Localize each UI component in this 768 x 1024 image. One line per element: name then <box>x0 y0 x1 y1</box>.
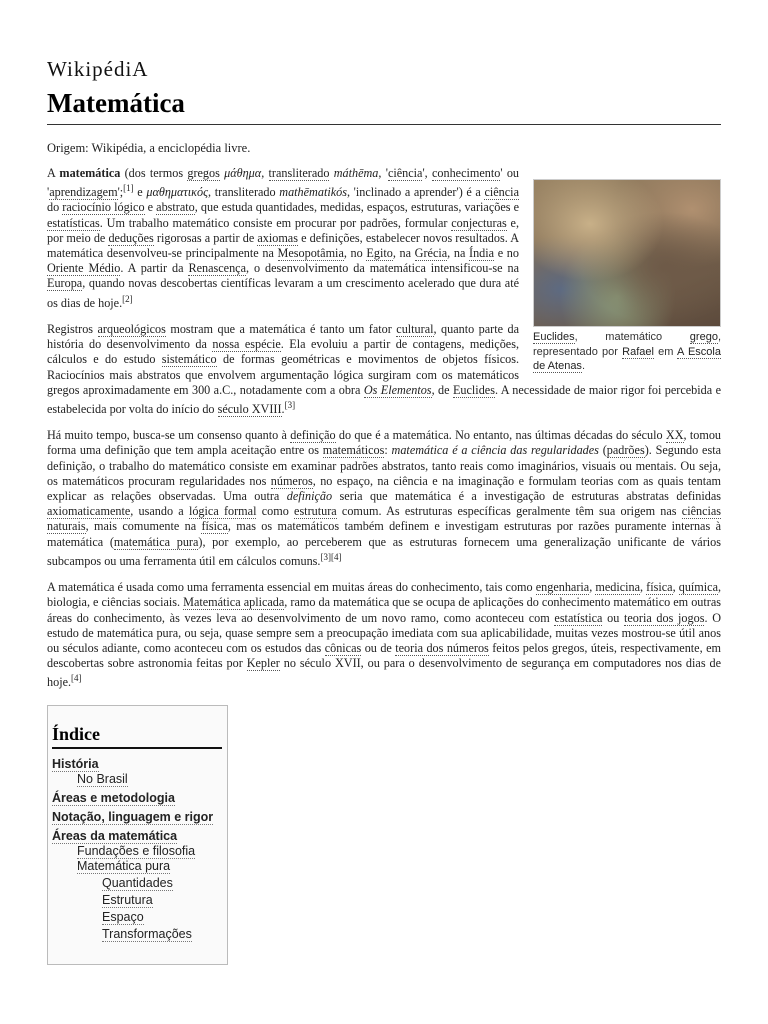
text-run: feitos pelos gregos, úteis, respectivamente, em descobertas sobre astronomia feitas por <box>47 640 721 671</box>
article-link[interactable]: Os Elementos <box>363 382 432 397</box>
article-link[interactable]: matemática pura <box>113 534 199 549</box>
text-run: mostram que a matemática é tanto um fator <box>165 321 397 336</box>
article-link[interactable]: estatísticas <box>47 215 100 230</box>
caption-text: , matemático <box>574 331 690 343</box>
toc-item[interactable] <box>52 791 222 806</box>
text-run: . <box>281 402 285 417</box>
text-run: '; <box>117 185 124 200</box>
text-run: Há muito tempo, busca-se um consenso quanto à <box>47 428 291 443</box>
article-link[interactable]: matemáticos <box>322 443 385 458</box>
text-run: μαθηματικός <box>146 185 209 200</box>
caption-link[interactable]: grego <box>689 331 718 343</box>
text-run: , na <box>392 246 415 261</box>
text-run: e <box>144 200 157 215</box>
wikipedia-logo[interactable]: WikipédiA <box>47 57 149 81</box>
text-run: ), por exemplo, ao perceberem que as estruturas fornecem uma generalização unificante de vários subcampos ou uma ferramenta útil em cálculos comuns. <box>47 534 721 568</box>
article-link[interactable]: definição <box>290 428 336 443</box>
article-link[interactable]: conhecimento <box>431 166 501 180</box>
text-run: A matemática é usada como uma ferramenta essencial em muitas áreas do conhecimento, tais como <box>47 580 536 595</box>
text-run: máthēma <box>333 166 379 180</box>
paragraph <box>47 580 721 690</box>
article-link[interactable]: ciência <box>484 185 519 200</box>
text-run: , no espaço, na ciência e na imaginação e formulam teorias com as quais tentam explicar as relações observadas. Uma outra <box>47 473 722 504</box>
toc-item[interactable] <box>52 927 222 942</box>
toc-item[interactable] <box>52 810 222 825</box>
text-run: , mas os matemáticos também definem e investigam estruturas por razões puramente internas à matemática ( <box>47 519 721 549</box>
citation-link[interactable]: [3] <box>284 399 296 410</box>
article-link[interactable]: química <box>678 580 718 595</box>
article-link[interactable]: conjecturas <box>451 215 507 230</box>
text-run: , usando a <box>130 504 189 519</box>
text-run: , 'inclinado a aprender') é a <box>346 185 485 200</box>
article-link[interactable]: padrões <box>606 443 645 458</box>
euclid-painting-image[interactable] <box>533 179 721 327</box>
article-link[interactable]: século XVIII <box>217 402 282 417</box>
caption-text: . <box>581 360 585 372</box>
toc-item[interactable] <box>52 772 222 787</box>
article-link[interactable]: ciências naturais <box>47 504 722 534</box>
caption-text: , <box>717 331 721 343</box>
text-run: , transliterado <box>208 185 280 200</box>
toc-item-label: Áreas e metodologia <box>52 791 175 805</box>
article-link[interactable]: transliterado <box>268 166 330 180</box>
text-run: e definições, estabelecer novos resultados. A matemática desenvolveu-se principalmente na <box>47 230 519 261</box>
text-run: , ' <box>378 166 388 180</box>
toc-item[interactable] <box>52 859 222 874</box>
toc-item[interactable] <box>52 893 222 908</box>
text-run: matemática <box>59 166 121 180</box>
text-run: A <box>47 166 60 180</box>
text-run: , no <box>343 246 367 261</box>
toc-item-label: Matemática pura <box>77 859 171 873</box>
text-run: de formas geométricas e movimentos de objetos físicos. Raciocínios mais abstratos que envolvem argumentação lógica surgiram com os matemáticos gregos aproximadamente em 300 a.C., notadamente com a obra <box>47 352 519 397</box>
text-run: , <box>261 166 269 180</box>
article-link[interactable]: Europa <box>47 276 83 291</box>
text-run: ', <box>422 166 432 180</box>
article-body <box>47 166 721 702</box>
text-run: , <box>589 580 596 595</box>
article-link[interactable]: ciência <box>387 166 423 180</box>
article-link[interactable]: aprendizagem <box>49 185 118 200</box>
article-link[interactable]: física <box>201 519 228 534</box>
article-link[interactable]: Matemática aplicada <box>183 595 285 610</box>
article-link[interactable]: teoria dos jogos <box>624 610 705 625</box>
text-run: rigorosas a partir de <box>153 230 258 245</box>
article-link[interactable]: arqueológicos <box>97 321 166 336</box>
toc-item[interactable] <box>52 876 222 891</box>
caption-link[interactable]: Euclides <box>533 331 575 343</box>
article-link[interactable]: Renascença <box>188 261 247 276</box>
article-link[interactable]: Egito <box>366 246 393 261</box>
toc-item-label: Fundações e filosofia <box>77 844 196 858</box>
origin-line: Origem: Wikipédia, a enciclopédia livre. <box>47 141 251 155</box>
text-run: seria que matemática é a investigação de estruturas abstratas definidas <box>332 489 722 504</box>
article-link[interactable]: cônicas <box>324 640 362 655</box>
citation-link[interactable]: [3][4] <box>320 551 342 562</box>
text-run: μάθημα <box>224 166 262 180</box>
caption-link[interactable]: Rafael <box>622 345 654 358</box>
citation-link[interactable]: [1] <box>123 183 134 194</box>
toc-item[interactable] <box>52 844 222 859</box>
article-link[interactable]: Kepler <box>246 656 280 671</box>
article-link[interactable]: números <box>270 473 313 488</box>
text-run: . Um trabalho matemático consiste em procurar por padrões, formular <box>99 215 452 230</box>
toc-item-label: No Brasil <box>77 772 128 786</box>
article-link[interactable]: lógica formal <box>188 504 257 519</box>
article-link[interactable]: Grécia <box>414 246 448 261</box>
text-run: . A partir da <box>120 261 189 276</box>
toc-item-label: História <box>52 757 99 771</box>
article-link[interactable]: teoria dos números <box>395 640 489 655</box>
text-run: ( <box>598 443 607 458</box>
article-figure <box>533 179 721 374</box>
text-run: . Ela evoluiu a partir de contagens, medições, cálculos e do estudo <box>47 337 519 367</box>
article-link[interactable]: Mesopotâmia <box>277 246 344 261</box>
article-link[interactable]: nossa espécie <box>212 337 281 352</box>
text-run: , tomou forma uma definição que tem ampla aceitação entre os <box>47 428 722 458</box>
article-link[interactable]: deduções <box>108 230 154 245</box>
text-run: , mais comumente na <box>85 519 202 534</box>
text-run: , <box>640 580 647 595</box>
toc-item-label: Áreas da matemática <box>52 829 178 843</box>
text-run: ou de <box>361 640 396 655</box>
article-link[interactable]: estrutura <box>294 504 337 519</box>
text-run: , o desenvolvimento da matemática intensificou-se na <box>246 261 519 276</box>
text-run: como <box>256 504 295 519</box>
toc-item-label: Notação, linguagem e rigor <box>52 810 214 824</box>
text-run: mathēmatikós <box>279 185 347 200</box>
toc-item[interactable] <box>52 757 222 772</box>
article-link[interactable]: gregos <box>187 166 220 180</box>
text-run: ' ou ' <box>47 166 520 200</box>
article-link[interactable]: sistemático <box>161 352 217 367</box>
article-link[interactable]: medicina <box>595 580 641 595</box>
text-run: e, por meio de <box>47 215 519 245</box>
text-run: do <box>47 200 63 215</box>
text-run: ). Segundo esta definição, o trabalho do matemático consiste em examinar padrões abstratos, tanto reais como imaginários, visuais ou mentais. Ou seja, os matemáticos procuram regularidades nos <box>47 443 721 488</box>
caption-link[interactable]: A Escola de Atenas <box>533 345 721 372</box>
article-link[interactable]: Oriente Médio <box>47 261 121 276</box>
caption-text: em <box>653 345 678 358</box>
toc-title: Índice <box>52 724 222 749</box>
toc-item-label: Transformações <box>102 927 192 941</box>
text-run: . A necessidade de maior rigor foi percebida e estabelecida por volta do início do <box>47 382 721 417</box>
citation-link[interactable]: [2] <box>122 293 133 304</box>
text-run: e no <box>494 246 519 261</box>
article-link[interactable]: raciocínio lógico <box>62 200 145 215</box>
page-title: Matemática <box>47 88 185 118</box>
text-run: . O estudo de matemática pura, ou seja, quase sempre sem a preocupação imediata com sua aplicabilidade, muitas vezes mostrou-se útil anos ou séculos adiante, como aconteceu com os estudos das <box>47 610 721 655</box>
toc-item[interactable] <box>52 829 222 844</box>
text-run: comum. As estruturas específicas geralmente têm sua origem nas <box>336 504 682 519</box>
toc-list <box>52 757 222 942</box>
article-link[interactable]: física <box>646 580 673 595</box>
figure-caption <box>533 330 721 374</box>
article-link[interactable]: axiomas <box>257 230 298 245</box>
article-link[interactable]: cultural <box>396 321 434 336</box>
text-run: Registros <box>47 321 98 336</box>
article-link[interactable]: Índia <box>469 246 495 261</box>
text-run: , quanto parte da história do desenvolvimento da <box>47 321 519 352</box>
toc-item-label: Quantidades <box>102 876 173 890</box>
text-run: , que estuda quantidades, medidas, espaços, estruturas, variações e <box>194 200 519 215</box>
toc-item-label: Espaço <box>102 910 144 924</box>
table-of-contents <box>47 705 228 965</box>
text-run: , biologia, e ciências sociais. <box>47 580 722 610</box>
text-run: , quando novas descobertas científicas levaram a um crescimento acelerado que dura até os dias de hoje. <box>47 276 519 310</box>
caption-text: representado por <box>533 345 623 358</box>
article-link[interactable]: axiomaticamente <box>47 504 131 519</box>
text-run: , ramo da matemática que se ocupa de aplicações do conhecimento matemático em outras áreas do conhecimento, às vezes leva ao desenvolvimento de um novo ramo, como aconteceu com <box>47 595 721 625</box>
title-divider <box>47 124 721 125</box>
text-run: , na <box>447 246 470 261</box>
toc-item-label: Estrutura <box>102 893 153 907</box>
text-run: : <box>384 443 392 458</box>
citation-link[interactable]: [4] <box>71 673 82 684</box>
text-run: no século XVII, ou para o desenvolvimento de segurança em computadores nos dias de hoje. <box>47 656 721 690</box>
text-run: matemática é a ciência das regularidades <box>391 443 599 458</box>
article-link[interactable]: abstrato <box>156 200 195 215</box>
toc-item[interactable] <box>52 910 222 925</box>
paragraph <box>47 428 721 569</box>
article-link[interactable]: XX <box>665 428 684 443</box>
text-run: definição <box>286 489 333 504</box>
text-run: (dos termos <box>120 166 188 180</box>
text-run: , <box>672 580 679 595</box>
text-run: , de <box>431 382 453 397</box>
text-run: ou <box>602 610 625 625</box>
article-link[interactable]: Euclides <box>452 382 495 397</box>
text-run: do que é a matemática. No entanto, nas últimas décadas do século <box>335 428 666 443</box>
article-link[interactable]: engenharia <box>535 580 590 595</box>
text-run: e <box>133 185 147 200</box>
article-link[interactable]: estatística <box>554 610 603 625</box>
